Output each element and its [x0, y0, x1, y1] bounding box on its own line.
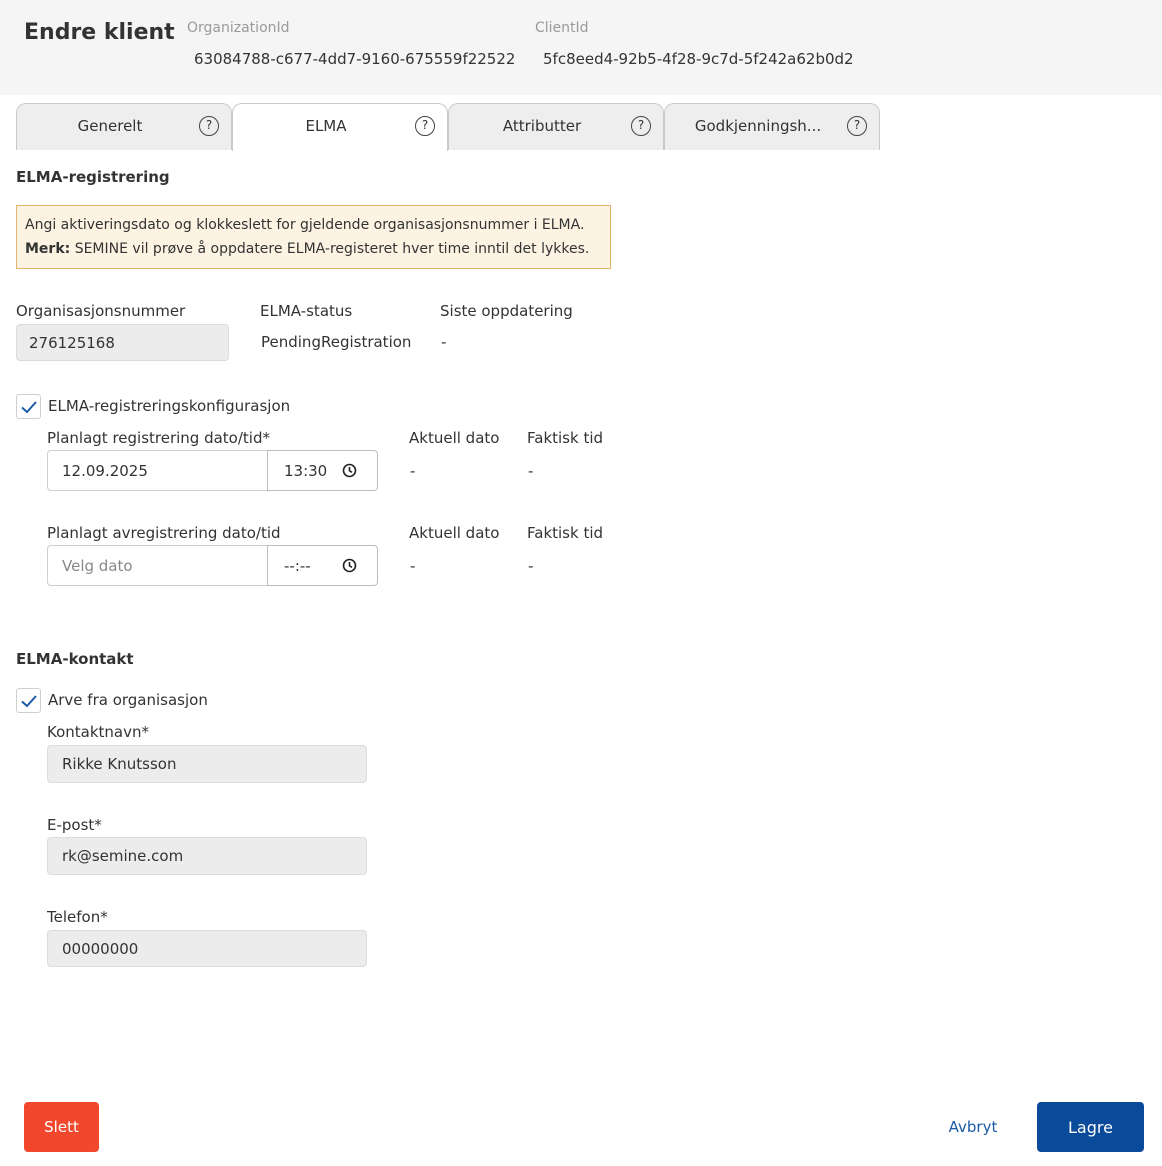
dereg-actual-date-value: - [410, 557, 416, 575]
checkmark-icon [20, 692, 38, 710]
org-number-value: 276125168 [29, 333, 115, 352]
organization-id-value: 63084788-c677-4dd7-9160-675559f22522 [194, 50, 516, 68]
notice-text: SEMINE vil prøve å oppdatere ELMA-registeret hver time inntil det lykkes. [74, 241, 590, 257]
phone-field [47, 930, 367, 967]
planned-registration-date-input[interactable] [47, 450, 268, 491]
help-icon[interactable]: ? [199, 116, 219, 136]
tab-label: ELMA [305, 117, 347, 135]
planned-registration-time-input[interactable] [267, 450, 378, 491]
registration-notice [16, 205, 611, 269]
tab-bar [16, 103, 880, 151]
help-icon[interactable]: ? [415, 116, 435, 136]
inherit-checkbox-label[interactable]: Arve fra organisasjon [48, 691, 208, 709]
inherit-checkbox[interactable] [16, 688, 41, 713]
tab-label: Generelt [77, 117, 143, 135]
dereg-actual-date-label: Aktuell dato [409, 524, 500, 542]
elma-status-value: PendingRegistration [261, 333, 412, 351]
config-checkbox-label[interactable]: ELMA-registreringskonfigurasjon [48, 397, 291, 415]
contact-name-value: Rikke Knutsson [62, 755, 177, 773]
client-id-label: ClientId [535, 20, 589, 36]
notice-line-2 [25, 237, 602, 261]
dialog-header [0, 0, 1162, 95]
dereg-actual-time-value: - [528, 557, 534, 575]
help-icon[interactable]: ? [631, 116, 651, 136]
contact-name-label: Kontaktnavn* [47, 723, 149, 741]
email-value: rk@semine.com [62, 847, 184, 865]
actual-date-value: - [410, 462, 416, 480]
email-label: E-post* [47, 816, 102, 834]
contact-name-field [47, 745, 367, 783]
notice-bold: Merk: [25, 241, 71, 257]
config-checkbox[interactable] [16, 394, 41, 419]
checkmark-icon [20, 398, 38, 416]
actual-time-value: - [528, 462, 534, 480]
dereg-actual-time-label: Faktisk tid [527, 524, 604, 542]
tab-elma[interactable] [232, 103, 448, 151]
save-button[interactable]: Lagre [1037, 1102, 1144, 1152]
planned-deregistration-date-input[interactable] [47, 545, 268, 586]
tab-generelt[interactable] [16, 103, 232, 150]
actual-date-label: Aktuell dato [409, 429, 500, 447]
client-id-value: 5fc8eed4-92b5-4f28-9c7d-5f242a62b0d2 [543, 50, 854, 68]
phone-value: 00000000 [62, 939, 139, 958]
elma-status-label: ELMA-status [260, 302, 353, 320]
organization-id-label: OrganizationId [187, 20, 290, 36]
registration-section-title: ELMA-registrering [16, 168, 170, 186]
tab-godkjenning[interactable] [664, 103, 880, 150]
last-update-value: - [441, 333, 447, 351]
clock-icon[interactable] [342, 463, 357, 478]
tab-label: Attributter [502, 117, 582, 135]
cancel-button[interactable]: Avbryt [948, 1118, 998, 1136]
actual-time-label: Faktisk tid [527, 429, 604, 447]
contact-section-title: ELMA-kontakt [16, 650, 134, 668]
notice-line-1: Angi aktiveringsdato og klokkeslett for gjeldende organisasjonsnummer i ELMA. [25, 217, 585, 233]
last-update-label: Siste oppdatering [440, 302, 573, 320]
tab-attributter[interactable] [448, 103, 664, 150]
planned-deregistration-date-placeholder: Velg dato [62, 556, 133, 575]
org-number-field [16, 324, 229, 361]
planned-registration-label: Planlagt registrering dato/tid* [47, 429, 270, 447]
planned-deregistration-time-input[interactable] [267, 545, 378, 586]
phone-label: Telefon* [47, 908, 108, 926]
planned-deregistration-time-value: --:-- [284, 556, 311, 575]
help-icon[interactable]: ? [847, 116, 867, 136]
planned-registration-date-value: 12.09.2025 [62, 461, 148, 480]
org-number-label: Organisasjonsnummer [16, 302, 186, 320]
tab-label: Godkjenningsh... [694, 117, 822, 135]
delete-button[interactable]: Slett [24, 1102, 99, 1152]
planned-deregistration-label: Planlagt avregistrering dato/tid [47, 524, 281, 542]
clock-icon[interactable] [342, 558, 357, 573]
planned-registration-time-value: 13:30 [284, 461, 328, 480]
email-field [47, 837, 367, 875]
page-title: Endre klient [24, 20, 175, 45]
